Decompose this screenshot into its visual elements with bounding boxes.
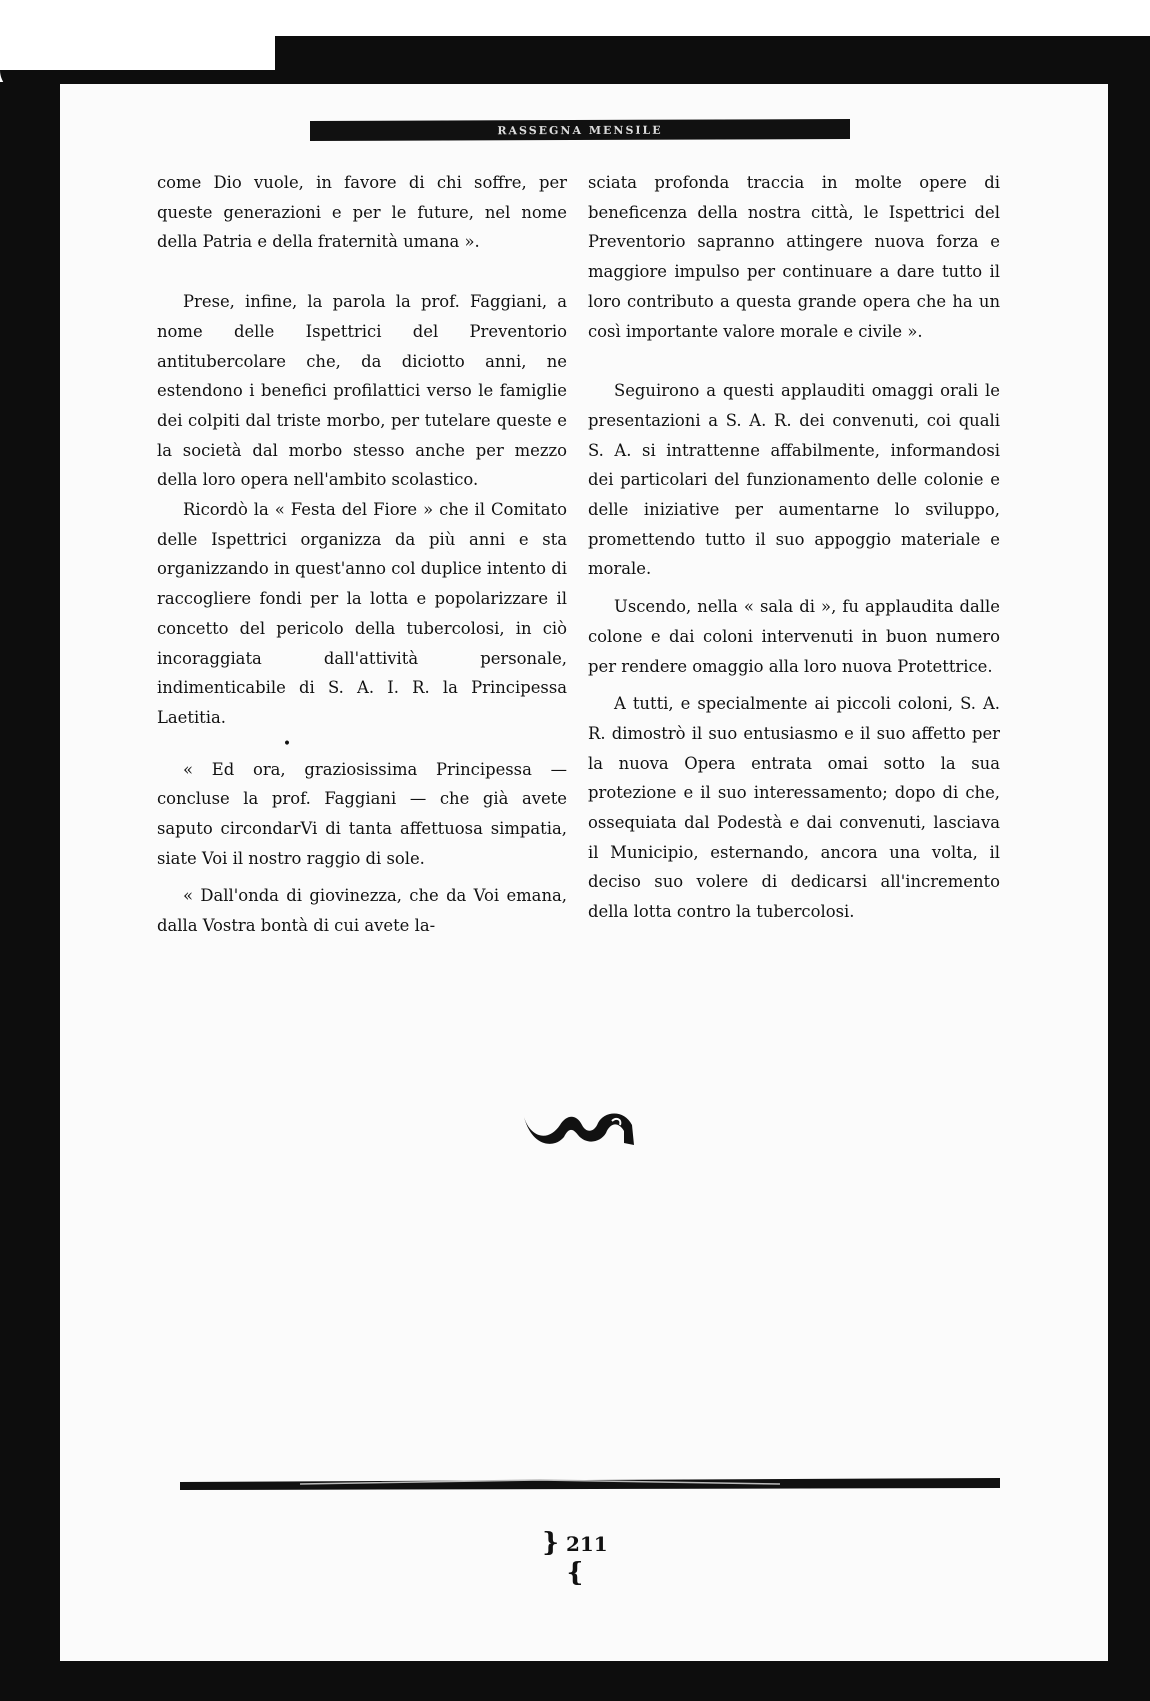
page-number-right-bracket: { [566,1558,584,1588]
paragraph: « Ed ora, graziosissima Principessa — concluse la prof. Faggiani — che già avete saputo circondarVi di tanta affettuosa simpatia, siate Voi il nostro raggio di sole. [157,759,567,868]
scan-border-top [275,36,1150,84]
paragraph: « Dall'onda di giovinezza, che da Voi emana, dalla Vostra bontà di cui avete la- [157,886,567,936]
footer-rule [180,1472,1000,1494]
scan-border-left [0,82,60,1701]
scan-border-bottom [0,1661,1150,1701]
paragraph: come Dio vuole, in favore di chi soffre, per queste generazioni e per le future, nel nome della Patria e della fraternità umana ». [157,173,567,252]
page-number-value: 211 [565,1532,608,1556]
paragraph: Seguirono a questi applauditi omaggi orali le presentazioni a S. A. R. dei convenuti, coi quali S. A. si intrattenne affabilmente, informandosi dei particolari del funzionamento delle colonie e delle iniziative per aumentarne lo sviluppo, promettendo tutto il suo appoggio materiale e morale. [588,381,1000,579]
right-column [588,168,1000,927]
paragraph: Prese, infine, la parola la prof. Faggiani, a nome delle Ispettrici del Preventorio antitubercolare che, da diciotto anni, ne estendono i benefici profilattici verso le famiglie dei colpiti dal triste morbo, per tutelare queste e la società dal morbo stesso anche per mezzo della loro opera nell'ambito scolastico. [157,292,567,490]
end-ornament-icon [520,1103,640,1151]
paragraph: sciata profonda traccia in molte opere di beneficenza della nostra città, le Ispettrici del Preventorio sapranno attingere nuova forza e maggiore impulso per continuare a dare tutto il loro contributo a questa grande opera che ha un così importante valore morale e civile ». [588,173,1000,341]
page-number [535,1528,615,1588]
page-number-left-bracket: } [542,1528,559,1558]
running-title: RASSEGNA MENSILE [497,123,663,137]
scan-border-right [1108,36,1150,1701]
paragraph: Uscendo, nella « sala di », fu applaudita dalle colone e dai coloni intervenuti in buon numero per rendere omaggio alla loro nuova Protettrice. [588,597,1000,676]
section-bullet: • [282,735,292,752]
left-column [157,168,567,941]
running-header [310,119,850,141]
paragraph: A tutti, e specialmente ai piccoli coloni, S. A. R. dimostrò il suo entusiasmo e il suo affetto per la nuova Opera entrata omai sotto la sua protezione e il suo interessamento; dopo di che, ossequiata dal Podestà e dai convenuti, lasciava il Municipio, esternando, ancora una volta, il deciso suo volere di dedicarsi all'incremento della lotta contro la tubercolosi. [588,694,1000,922]
paragraph: Ricordò la « Festa del Fiore » che il Comitato delle Ispettrici organizza da più anni e sta organizzando in quest'anno col duplice intento di raccogliere fondi per la lotta e popolarizzare il concetto del pericolo della tubercolosi, in ciò incoraggiata dall'attività personale, indimenticabile di S. A. I. R. la Principessa Laetitia. [157,500,567,727]
